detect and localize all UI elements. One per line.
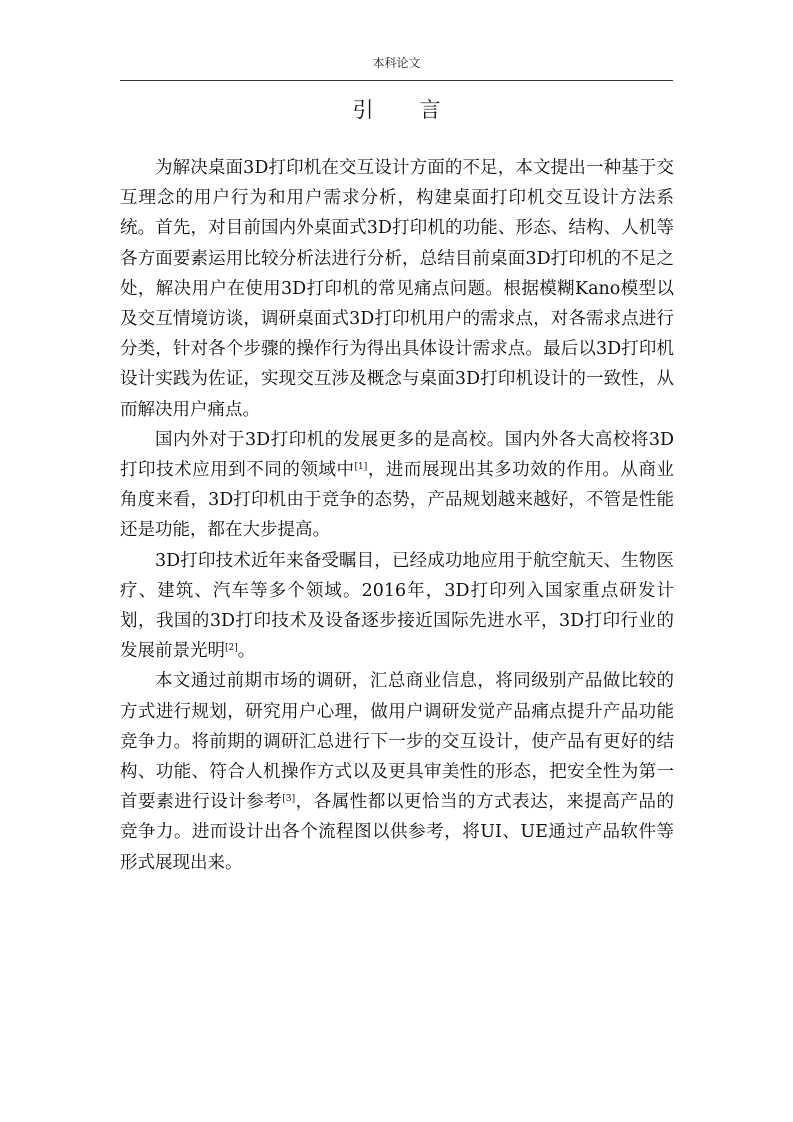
body-text bbox=[120, 153, 674, 878]
paragraph-text: 国内外对于3D打印机的发展更多的是高校。国内外各大高校将3D打印技术应用到不同的领域中 bbox=[120, 429, 674, 481]
paragraph-4 bbox=[120, 666, 674, 877]
citation-marker: [1] bbox=[354, 462, 368, 473]
paragraph-text: 3D打印技术近年来备受瞩目，已经成功地应用于航空航天、生物医疗、建筑、汽车等多个领域。2016年，3D打印列入国家重点研发计划，我国的3D打印技术及设备逐步接近国际先进水平，3D打印行业的发展前景光明 bbox=[120, 550, 674, 662]
paragraph-text: ，各属性都以更恰当的方式表达，来提高产品的竞争力。进而设计出各个流程图以供参考，将UI、UE通过产品软件等形式展现出来。 bbox=[120, 792, 674, 873]
citation-marker: [3] bbox=[282, 794, 296, 805]
paragraph-text: 为解决桌面3D打印机在交互设计方面的不足，本文提出一种基于交互理念的用户行为和用户需求分析，构建桌面打印机交互设计方法系统。首先，对目前国内外桌面式3D打印机的功能、形态、结构、人机等各方面要素运用比较分析法进行分析，总结目前桌面3D打印机的不足之处，解决用户在使用3D打印机的常见痛点问题。根据模糊Kano模型以及交互情境访谈，调研桌面式3D打印机用户的需求点，对各需求点进行分类，针对各个步骤的操作行为得出具体设计需求点。最后以3D打印机设计实践为佐证，实现交互涉及概念与桌面3D打印机设计的一致性，从而解决用户痛点。 bbox=[120, 158, 674, 420]
paragraph-text: 。 bbox=[237, 641, 256, 662]
paragraph-3 bbox=[120, 546, 674, 667]
running-header: 本科论文 bbox=[372, 56, 421, 70]
citation-marker: [2] bbox=[225, 643, 238, 654]
paragraph-2 bbox=[120, 425, 674, 546]
header-rule bbox=[120, 80, 673, 81]
paragraph-1 bbox=[120, 153, 674, 425]
paragraph-text: 本文通过前期市场的调研，汇总商业信息，将同级别产品做比较的方式进行规划，研究用户心理，做用户调研发觉产品痛点提升产品功能竞争力。将前期的调研汇总进行下一步的交互设计，使产品有更好的结构、功能、符合人机操作方式以及更具审美性的形态，把安全性为第一首要素进行设计参考 bbox=[120, 671, 674, 813]
section-title: 引言 bbox=[352, 98, 487, 122]
paragraph-text: ，进而展现出其多功效的作用。从商业角度来看，3D打印机由于竞争的态势，产品规划越来越好，不管是性能还是功能，都在大步提高。 bbox=[120, 460, 675, 541]
